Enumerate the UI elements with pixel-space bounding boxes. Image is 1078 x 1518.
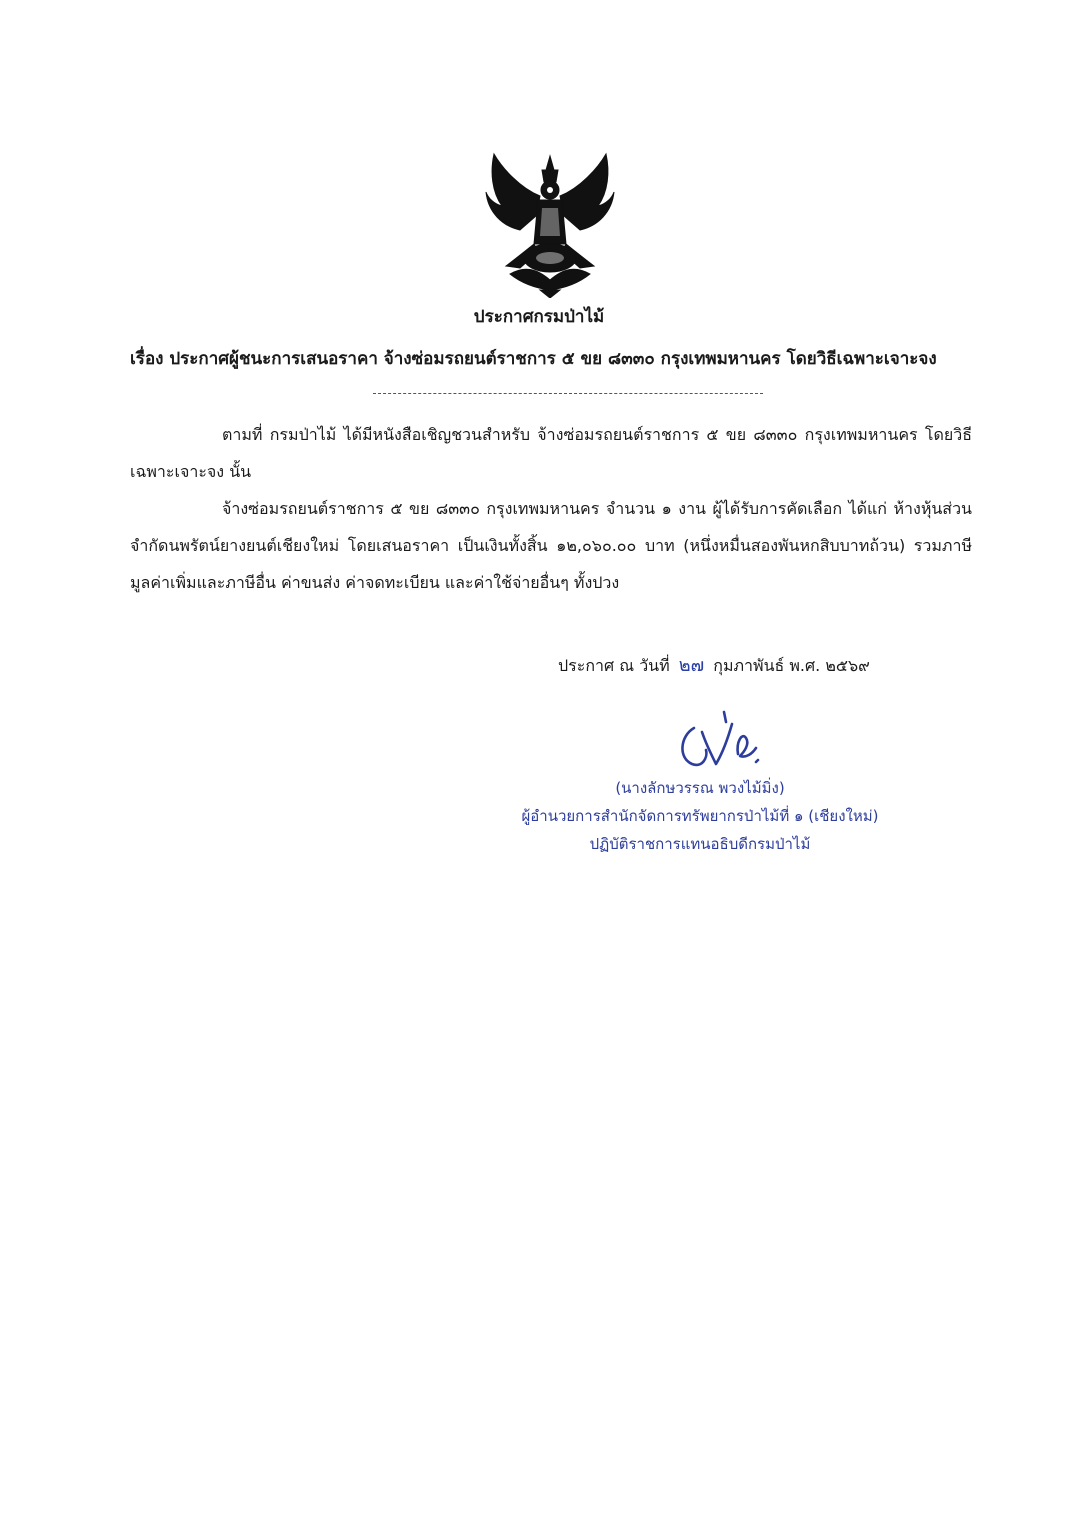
date-month-year: กุมภาพันธ์ พ.ศ. ๒๕๖๙ — [713, 656, 870, 675]
signatory-acting-for: ปฏิบัติราชการแทนอธิบดีกรมป่าไม้ — [589, 835, 811, 853]
issuer-heading: ประกาศกรมป่าไม้ — [473, 307, 605, 327]
date-day: ๒๗ — [678, 655, 705, 676]
date-prefix: ประกาศ ณ วันที่ — [558, 656, 670, 675]
garuda-emblem-icon — [480, 148, 620, 298]
handwritten-signature — [672, 708, 772, 770]
body-paragraph-1-text: ตามที่ กรมป่าไม้ ได้มีหนังสือเชิญชวนสำหรับ จ้างซ่อมรถยนต์ราชการ ๕ ขย ๘๓๓๐ กรุงเทพมหานคร โดยวิธีเฉพาะเจาะจง นั้น — [130, 425, 972, 481]
signatory-block — [500, 774, 900, 858]
signatory-name: (นางลักษวรรณ พวงไม้มิ่ง) — [615, 779, 785, 797]
body-paragraph-2 — [130, 490, 972, 601]
divider-line — [373, 393, 763, 394]
signatory-position: ผู้อำนวยการสำนักจัดการทรัพยากรป่าไม้ที่ ๑ (เชียงใหม่) — [521, 807, 879, 825]
body-paragraph-1 — [130, 416, 972, 490]
announcement-date — [558, 650, 870, 679]
body-paragraph-2-text: จ้างซ่อมรถยนต์ราชการ ๕ ขย ๘๓๓๐ กรุงเทพมหานคร จำนวน ๑ งาน ผู้ได้รับการคัดเลือก ได้แก่ ห้างหุ้นส่วนจำกัดนพรัตน์ยางยนต์เชียงใหม่ โดยเสนอราคา เป็นเงินทั้งสิ้น ๑๒,๐๖๐.๐๐ บาท (หนึ่งหมื่นสองพันหกสิบบาทถ้วน) รวมภาษีมูลค่าเพิ่มและภาษีอื่น ค่าขนส่ง ค่าจดทะเบียน และค่าใช้จ่ายอื่นๆ ทั้งปวง — [130, 499, 972, 592]
subject-line: เรื่อง ประกาศผู้ชนะการเสนอราคา จ้างซ่อมรถยนต์ราชการ ๕ ขย ๘๓๓๐ กรุงเทพมหานคร โดยวิธีเฉพาะเจาะจง — [130, 349, 937, 369]
